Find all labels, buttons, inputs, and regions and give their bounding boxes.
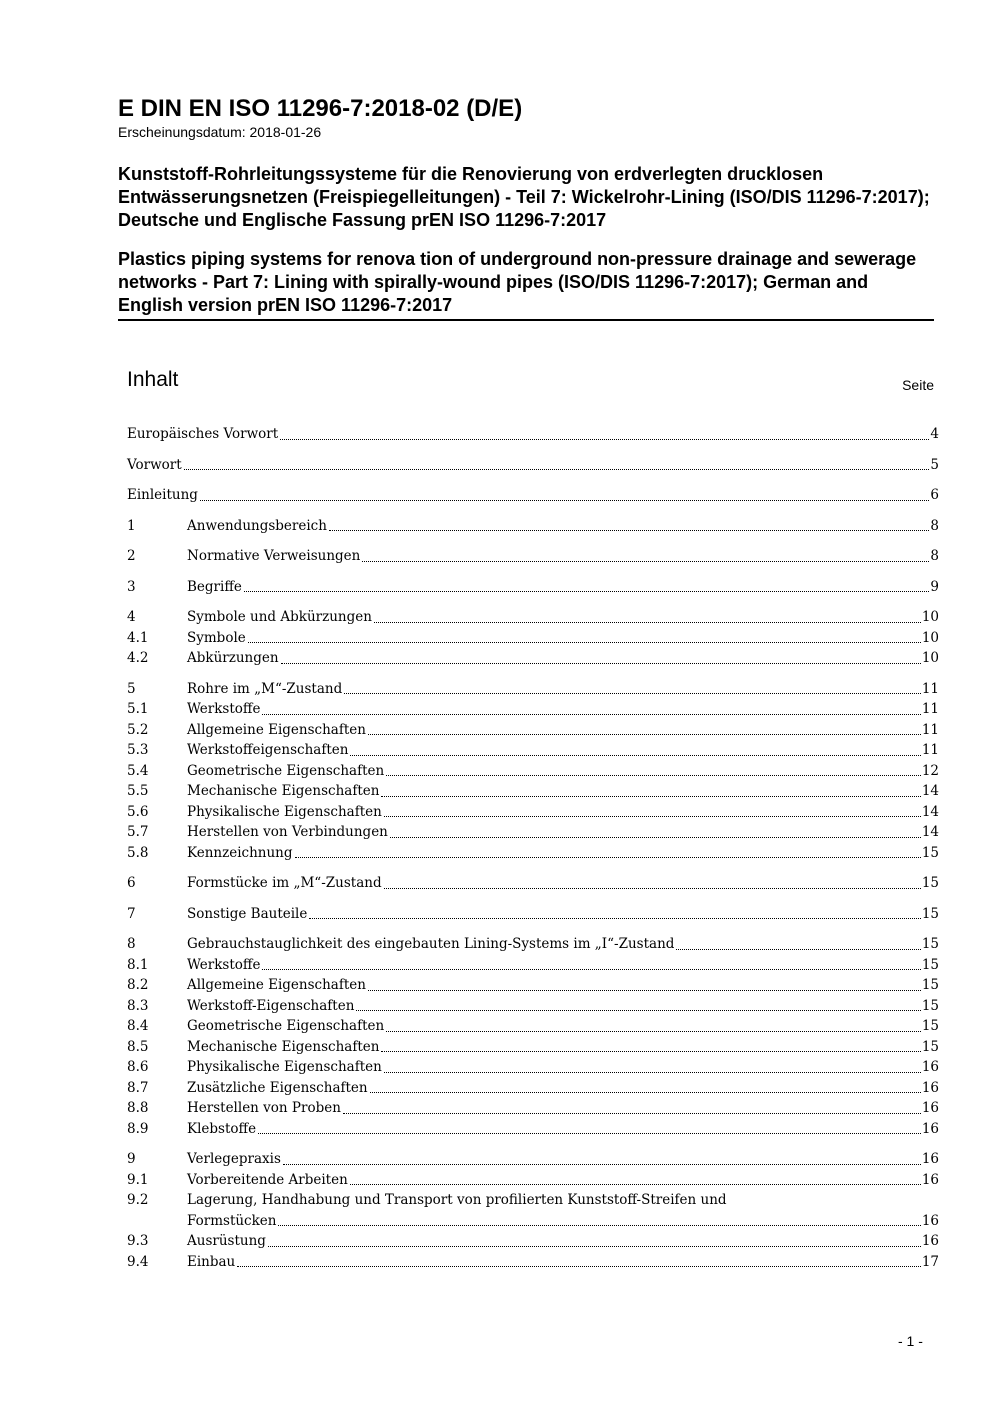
toc-entry-title: Rohre im „M“-Zustand <box>187 680 343 697</box>
toc-entry-title-continuation: Formstücken <box>187 1212 277 1229</box>
toc-entry-title: Abkürzungen <box>187 650 279 666</box>
toc-entry-page: 16 <box>921 1120 939 1137</box>
toc-entry-title: Lagerung, Handhabung und Transport von profilierten Kunststoff-Streifen und <box>187 1192 727 1208</box>
toc-dot-leader <box>278 1225 920 1226</box>
toc-entry-title: Allgemeine Eigenschaften <box>187 977 366 993</box>
toc-entry-title: Werkstoffeigenschaften <box>187 742 349 758</box>
toc-entry-page: 15 <box>921 997 939 1014</box>
toc-entry[interactable] <box>127 740 939 761</box>
title-english: Plastics piping systems for renova tion of underground non-pressure drainage and sewerage networks - Part 7: Lining with spirally-wound pipes (ISO/DIS 11296-7:2017); German and English version prEN ISO 11296-7:2017 <box>118 248 934 321</box>
toc-entry-page: 15 <box>921 956 939 973</box>
toc-dot-leader <box>350 755 920 756</box>
toc-entry-title: Vorbereitende Arbeiten <box>187 1171 348 1188</box>
toc-entry-number: 8.9 <box>127 1120 149 1137</box>
toc-entry-title: Werkstoffe <box>187 956 261 973</box>
toc-entry[interactable] <box>127 1016 939 1037</box>
toc-entry-page: 12 <box>921 762 939 779</box>
toc-entry[interactable] <box>127 1190 939 1211</box>
toc-entry-page: 11 <box>921 680 939 697</box>
toc-entry-number: 5.4 <box>127 762 149 779</box>
toc-entry-page: 8 <box>930 517 939 534</box>
toc-entry-title: Gebrauchstauglichkeit des eingebauten Lining-Systems im „I“-Zustand <box>187 936 675 952</box>
toc-entry-number: 8.5 <box>127 1038 149 1055</box>
toc-entry-page: 16 <box>921 1171 939 1188</box>
toc-entry[interactable] <box>127 996 939 1017</box>
toc-entry-title: Geometrische Eigenschaften <box>187 1018 385 1034</box>
toc-dot-leader <box>386 775 921 776</box>
toc-entry-title: Ausrüstung <box>187 1233 266 1249</box>
toc-entry-title: Kennzeichnung <box>187 844 293 861</box>
toc-entry-page: 16 <box>921 1212 939 1229</box>
toc-entry-page: 16 <box>921 1079 939 1096</box>
toc-dot-leader <box>244 591 930 592</box>
toc-entry[interactable] <box>127 516 939 537</box>
toc-entry-title: Mechanische Eigenschaften <box>187 1038 380 1055</box>
toc-entry-number: 5.2 <box>127 721 149 738</box>
toc-entry-title: Anwendungsbereich <box>187 517 327 534</box>
toc-entry-number: 4.1 <box>127 629 149 646</box>
toc-entry-number: 6 <box>127 875 136 891</box>
toc-entry-page: 16 <box>921 1100 939 1116</box>
toc-dot-leader <box>362 561 929 562</box>
toc-entry-title: Physikalische Eigenschaften <box>187 1059 382 1075</box>
toc-entry[interactable] <box>127 720 939 741</box>
toc-entry-page: 14 <box>921 783 939 799</box>
toc-entry-title: Europäisches Vorwort <box>127 426 279 442</box>
toc-dot-leader <box>280 439 929 440</box>
toc-entry-title: Werkstoffe <box>187 701 261 717</box>
toc-entry[interactable] <box>127 1252 939 1273</box>
toc-dot-leader <box>343 1113 921 1114</box>
toc-entry[interactable] <box>127 822 939 843</box>
toc-entry-title: Formstücke im „M“-Zustand <box>187 875 382 891</box>
toc-entry-title: Klebstoffe <box>187 1120 257 1137</box>
toc-dot-leader <box>368 734 921 735</box>
toc-entry-continuation[interactable] <box>127 1211 939 1232</box>
toc-entry-title: Mechanische Eigenschaften <box>187 783 380 799</box>
toc-dot-leader <box>237 1266 921 1267</box>
toc-entry-page: 11 <box>921 721 939 738</box>
toc-entry-number: 4.2 <box>127 650 149 666</box>
toc-dot-leader <box>368 990 921 991</box>
toc-dot-leader <box>344 693 921 694</box>
document-header <box>118 95 934 321</box>
toc-dot-leader <box>268 1246 921 1247</box>
toc-dot-leader <box>384 1072 921 1073</box>
toc-entry-title: Begriffe <box>187 578 242 595</box>
toc-dot-leader <box>281 663 921 664</box>
toc-entry[interactable] <box>127 1119 939 1140</box>
toc-dot-leader <box>309 918 920 919</box>
toc-heading: Inhalt <box>127 368 179 391</box>
toc-entry-title: Sonstige Bauteile <box>187 905 308 922</box>
toc-dot-leader <box>374 622 921 623</box>
toc-entry-title: Physikalische Eigenschaften <box>187 803 382 820</box>
toc-entry-page: 5 <box>930 456 939 473</box>
toc-entry-page: 10 <box>921 650 939 666</box>
toc-entry-number: 5.1 <box>127 701 149 717</box>
toc-entry-page: 15 <box>921 875 939 891</box>
toc-entry[interactable] <box>127 761 939 782</box>
toc-entry-number: 8 <box>127 936 136 952</box>
toc-entry-page: 15 <box>921 1018 939 1034</box>
toc-entry-page: 15 <box>921 1038 939 1055</box>
toc-dot-leader <box>248 642 921 643</box>
toc-dot-leader <box>381 1051 920 1052</box>
toc-dot-leader <box>262 969 920 970</box>
toc-entry-page: 17 <box>921 1253 939 1270</box>
toc-entry[interactable] <box>127 955 939 976</box>
toc-dot-leader <box>200 500 929 501</box>
toc-entry[interactable] <box>127 455 939 476</box>
toc-entry[interactable] <box>127 1098 939 1119</box>
toc-entry[interactable] <box>127 679 939 700</box>
toc-entry-page: 11 <box>921 701 939 717</box>
toc-entry[interactable] <box>127 607 939 628</box>
toc-entry-page: 10 <box>921 609 939 625</box>
toc-dot-leader <box>384 888 921 889</box>
toc-entry-number: 3 <box>127 578 136 595</box>
toc-entry-page: 16 <box>921 1059 939 1075</box>
toc-entry-title: Symbole und Abkürzungen <box>187 609 372 625</box>
toc-entry-number: 8.2 <box>127 977 149 993</box>
toc-entry[interactable] <box>127 1037 939 1058</box>
toc-entry-number: 9.1 <box>127 1171 149 1188</box>
toc-entry[interactable] <box>127 802 939 823</box>
toc-entry[interactable] <box>127 873 939 894</box>
toc-entry-page: 16 <box>921 1233 939 1249</box>
toc-dot-leader <box>262 714 920 715</box>
toc-entry-number: 8.7 <box>127 1079 149 1096</box>
toc-entry-title: Herstellen von Verbindungen <box>187 824 388 840</box>
toc-entry-title: Einbau <box>187 1253 236 1270</box>
toc-entry-number: 8.8 <box>127 1100 149 1116</box>
toc-entry-number: 9.4 <box>127 1253 149 1270</box>
table-of-contents <box>127 424 939 1272</box>
document-title: E DIN EN ISO 11296-7:2018-02 (D/E) <box>118 95 523 122</box>
toc-entry-number: 8.4 <box>127 1018 149 1034</box>
toc-entry[interactable] <box>127 904 939 925</box>
toc-entry[interactable] <box>127 546 939 567</box>
toc-entry[interactable] <box>127 699 939 720</box>
toc-entry-page: 15 <box>921 844 939 861</box>
toc-entry-number: 9 <box>127 1151 136 1167</box>
toc-entry[interactable] <box>127 424 939 445</box>
toc-entry-page: 16 <box>921 1151 939 1167</box>
toc-entry-page: 14 <box>921 824 939 840</box>
toc-header <box>127 368 934 398</box>
toc-page-column-heading: Seite <box>902 377 934 393</box>
toc-entry-number: 5 <box>127 680 136 697</box>
title-german: Kunststoff-Rohrleitungssysteme für die Renovierung von erdverlegten drucklosen Entwässerungsnetzen (Freispiegelleitungen) - Teil 7: Wickelrohr-Lining (ISO/DIS 11296-7:2017); Deutsche und Englische Fassung prEN ISO 11296-7:2017 <box>118 164 930 230</box>
toc-entry-title: Verlegepraxis <box>187 1151 281 1167</box>
toc-entry-title: Einleitung <box>127 487 198 503</box>
toc-entry-number: 5.3 <box>127 742 149 758</box>
toc-entry[interactable] <box>127 1149 939 1170</box>
toc-entry-title: Geometrische Eigenschaften <box>187 762 385 779</box>
toc-entry[interactable] <box>127 1078 939 1099</box>
toc-entry-number: 8.3 <box>127 997 149 1014</box>
toc-dot-leader <box>384 816 921 817</box>
toc-entry-page: 11 <box>921 742 939 758</box>
toc-dot-leader <box>356 1010 920 1011</box>
toc-entry-number: 2 <box>127 548 136 564</box>
toc-entry[interactable] <box>127 1170 939 1191</box>
toc-entry[interactable] <box>127 975 939 996</box>
toc-entry[interactable] <box>127 1057 939 1078</box>
toc-entry-page: 10 <box>921 629 939 646</box>
toc-entry[interactable] <box>127 934 939 955</box>
toc-entry-page: 15 <box>921 905 939 922</box>
toc-dot-leader <box>258 1133 921 1134</box>
toc-entry-page: 4 <box>930 426 939 442</box>
toc-entry-number: 9.2 <box>127 1192 149 1208</box>
toc-entry-number: 5.8 <box>127 844 149 861</box>
toc-entry-number: 9.3 <box>127 1233 149 1249</box>
toc-entry[interactable] <box>127 1231 939 1252</box>
toc-entry-number: 8.6 <box>127 1059 149 1075</box>
toc-dot-leader <box>386 1031 921 1032</box>
toc-entry-title: Symbole <box>187 629 246 646</box>
toc-entry[interactable] <box>127 485 939 506</box>
toc-entry-page: 15 <box>921 936 939 952</box>
toc-entry[interactable] <box>127 648 939 669</box>
toc-entry-number: 8.1 <box>127 956 149 973</box>
toc-dot-leader <box>370 1092 921 1093</box>
toc-entry-title: Werkstoff-Eigenschaften <box>187 997 355 1014</box>
toc-entry-number: 5.6 <box>127 803 149 820</box>
toc-entry-page: 8 <box>930 548 939 564</box>
toc-entry-title: Allgemeine Eigenschaften <box>187 721 366 738</box>
toc-entry-title: Normative Verweisungen <box>187 548 361 564</box>
toc-entry[interactable] <box>127 628 939 649</box>
toc-entry-title: Vorwort <box>127 456 182 473</box>
toc-dot-leader <box>390 837 921 838</box>
toc-entry-page: 6 <box>930 487 939 503</box>
toc-entry-number: 1 <box>127 517 136 534</box>
page-number: - 1 - <box>898 1333 923 1349</box>
toc-entry-number: 7 <box>127 905 136 922</box>
toc-entry-title: Herstellen von Proben <box>187 1100 341 1116</box>
toc-entry-page: 9 <box>930 578 939 595</box>
toc-entry-page: 15 <box>921 977 939 993</box>
toc-dot-leader <box>283 1164 921 1165</box>
toc-dot-leader <box>381 796 920 797</box>
toc-dot-leader <box>350 1184 921 1185</box>
toc-entry-title: Zusätzliche Eigenschaften <box>187 1079 368 1096</box>
toc-entry[interactable] <box>127 843 939 864</box>
toc-entry-number: 4 <box>127 609 136 625</box>
toc-dot-leader <box>329 530 929 531</box>
toc-dot-leader <box>184 469 930 470</box>
toc-entry-number: 5.5 <box>127 783 149 799</box>
toc-entry-number: 5.7 <box>127 824 149 840</box>
publication-date: Erscheinungsdatum: 2018-01-26 <box>118 124 322 140</box>
toc-entry-page: 14 <box>921 803 939 820</box>
toc-entry[interactable] <box>127 577 939 598</box>
toc-dot-leader <box>295 857 921 858</box>
toc-entry[interactable] <box>127 781 939 802</box>
toc-dot-leader <box>676 949 920 950</box>
